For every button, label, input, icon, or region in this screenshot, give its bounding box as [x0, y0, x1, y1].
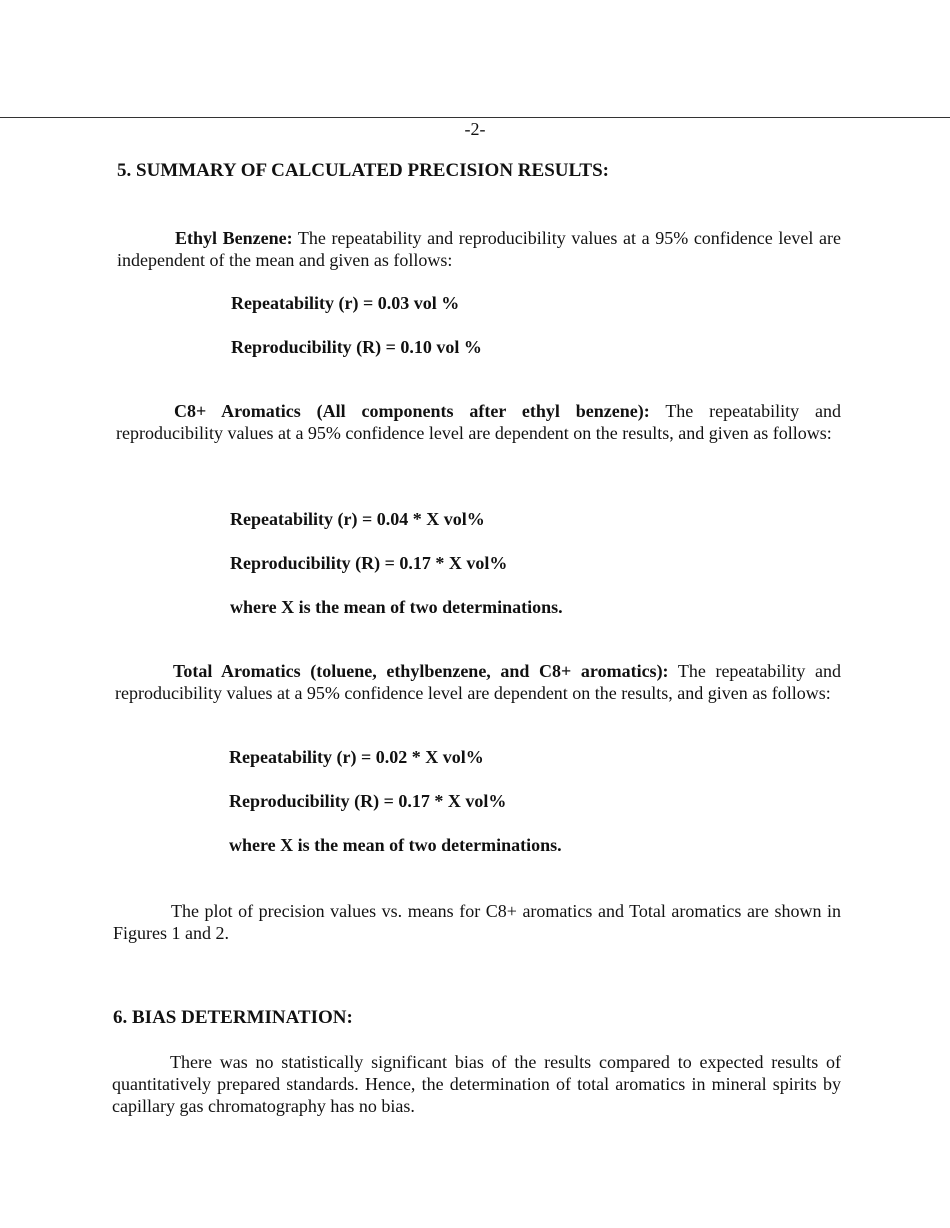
bias-paragraph: There was no statistically significant bias of the results compared to expected results of quantitatively prepared standards. Hence, the determination of total aromatics in mineral spirits by capillary gas chromatography has no bias.	[112, 1052, 841, 1116]
c8-aromatics-paragraph	[116, 400, 841, 444]
total-aromatics-term: Total Aromatics (toluene, ethylbenzene, and C8+ aromatics):	[173, 661, 669, 681]
total-aromatics-text: The repeatability and reproducibility values at a 95% confidence level are dependent on the results, and given as follows:	[115, 661, 842, 703]
ethyl-benzene-term: Ethyl Benzene:	[175, 228, 293, 248]
c8-aromatics-term: C8+ Aromatics (All components after ethyl benzene):	[174, 401, 650, 421]
ethyl-benzene-paragraph	[117, 227, 841, 271]
section-6-heading: 6. BIAS DETERMINATION:	[113, 1007, 353, 1028]
total-reproducibility: Reproducibility (R) = 0.17 * X vol%	[229, 791, 507, 811]
total-repeatability: Repeatability (r) = 0.02 * X vol%	[229, 747, 484, 767]
c8-aromatics-text: The repeatability and reproducibility values at a 95% confidence level are dependent on the results, and given as follows:	[116, 401, 841, 443]
section-5-heading: 5. SUMMARY OF CALCULATED PRECISION RESULTS:	[117, 160, 609, 181]
c8-note: where X is the mean of two determinations.	[230, 597, 563, 617]
c8-reproducibility: Reproducibility (R) = 0.17 * X vol%	[230, 553, 508, 573]
ethyl-repeatability: Repeatability (r) = 0.03 vol %	[231, 293, 460, 313]
ethyl-reproducibility: Reproducibility (R) = 0.10 vol %	[231, 337, 482, 357]
total-aromatics-paragraph	[115, 660, 841, 704]
plot-note-paragraph: The plot of precision values vs. means for C8+ aromatics and Total aromatics are shown in Figures 1 and 2.	[113, 901, 841, 943]
ethyl-benzene-text: The repeatability and reproducibility values at a 95% confidence level are independent of the mean and given as follows:	[117, 228, 841, 270]
c8-repeatability: Repeatability (r) = 0.04 * X vol%	[230, 509, 485, 529]
total-note: where X is the mean of two determinations.	[229, 835, 562, 855]
page-number: -2-	[464, 119, 486, 139]
